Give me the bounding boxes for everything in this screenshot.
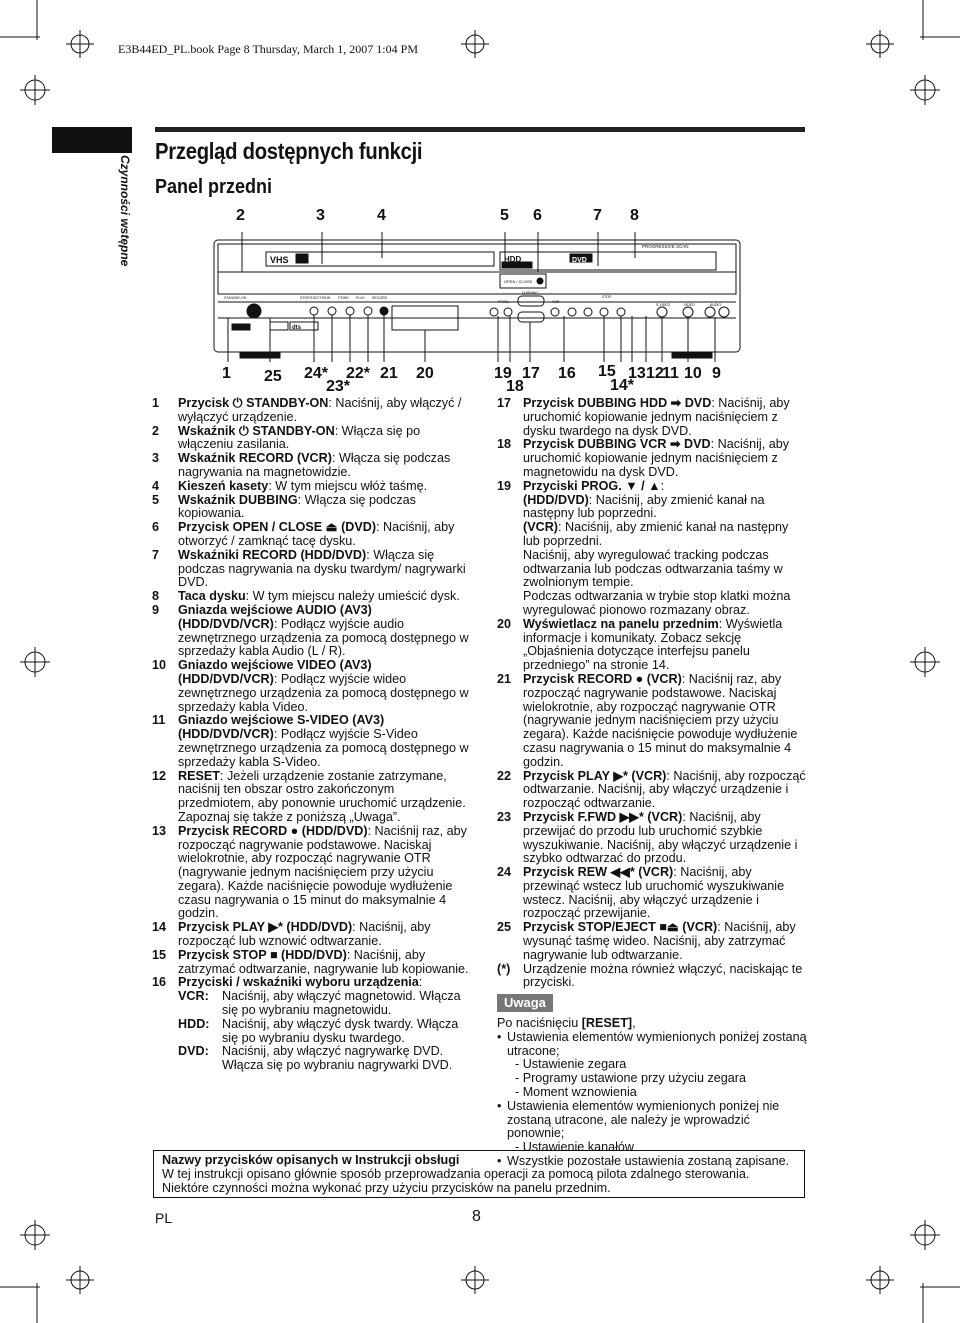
rew-label: REW (322, 296, 331, 300)
uwaga-lost-item: - Ustawienie zegara (515, 1057, 627, 1072)
page-title: Przegląd dostępnych funkcji (155, 138, 423, 164)
list-item (152, 921, 472, 949)
prog-detail (523, 494, 807, 522)
item-number: 23 (497, 809, 512, 824)
callout-6: 6 (533, 207, 542, 224)
item-title: Przycisk DUBBING VCR ➡ DVD (523, 437, 711, 452)
prog-text: Podczas odtwarzania w trybie stop klatki można wyregulować pionowo rozmazany obraz. (523, 589, 791, 617)
record-label: RECORD (372, 296, 388, 300)
info-box-line-2: Niektóre czynności można wykonać przy użyciu przycisków na panelu przednim. (162, 1181, 611, 1195)
item-title: Przycisk REW ◀◀* (VCR) (523, 865, 674, 880)
callout-24: 24* (304, 365, 329, 382)
item-title: Przyciski / wskaźniki wyboru urządzenia (178, 975, 419, 990)
callout-5: 5 (500, 207, 509, 224)
list-item (152, 949, 472, 977)
device-selector-row (178, 1018, 472, 1046)
item-number: 20 (497, 616, 512, 631)
item-number: 6 (152, 520, 160, 535)
item-text: : W tym miejscu włóż taśmę. (268, 478, 428, 493)
list-item (152, 590, 472, 604)
item-text: : Jeżeli urządzenie zostanie zatrzymane, naciśnij ten obszar ostro zakończonym przedmiotem, aby ponownie uruchomić urządzenie. Zapoznaj się także z poniższą „Uwaga”. (178, 768, 466, 824)
item-number: 9 (152, 602, 160, 617)
list-item (497, 866, 807, 921)
list-item (152, 425, 472, 453)
item-title: Kieszeń kasety (178, 478, 269, 493)
item-title: Gniazdo wejściowe S-VIDEO (AV3) (HDD/DVD/VCR) (178, 713, 385, 742)
audio-label: AUDIO (710, 303, 722, 307)
prog-mode: (HDD/DVD) (523, 492, 589, 507)
star-mark: (*) (497, 961, 511, 976)
item-title: Wskaźnik DUBBING (178, 492, 298, 507)
callout-9: 9 (712, 365, 721, 382)
list-item (152, 714, 472, 769)
list-item (497, 480, 807, 618)
item-title: Przycisk F.FWD ▶▶* (VCR) (523, 809, 683, 824)
prog-detail (523, 521, 807, 549)
device-desc: Naciśnij, aby włączyć dysk twardy. Włącza się po wybraniu dysku twardego. (222, 1016, 459, 1045)
chapter-label: Czynności wstępne (118, 155, 132, 267)
prog-detail (523, 549, 807, 590)
callout-18: 18 (506, 378, 524, 395)
item-number: 8 (152, 589, 160, 604)
list-item (497, 811, 807, 866)
device-key: HDD: (178, 1016, 210, 1031)
callout-11: 11 (662, 365, 679, 382)
item-text: : Naciśnij, aby rozpocząć lub wznowić odtwarzanie. (178, 920, 431, 949)
item-title: Wskaźnik ⏻ STANDBY-ON (178, 423, 335, 438)
uwaga-lost-item: - Moment wznowienia (515, 1085, 637, 1100)
item-number: 14 (152, 920, 167, 935)
item-number: 13 (152, 823, 167, 838)
item-text: : Naciśnij, aby uruchomić kopiowanie jednym naciśnięciem z dysku twardego na dysk DVD. (523, 396, 790, 438)
item-title: Wyświetlacz na panelu przednim (523, 616, 719, 631)
callout-10: 10 (684, 365, 702, 382)
list-item (152, 659, 472, 714)
item-text: : Naciśnij, aby włączyć / wyłączyć urządzenie. (178, 396, 462, 424)
page-number: 8 (472, 1208, 481, 1225)
item-title: Przycisk OPEN / CLOSE ⏏ (DVD) (178, 520, 377, 535)
item-text: : W tym miejscu należy umieścić dysk. (245, 589, 460, 604)
uwaga-intro-pre: Po naciśnięciu (497, 1016, 582, 1031)
list-item (497, 770, 807, 811)
device-selector-row (178, 990, 472, 1018)
item-text: : Naciśnij raz, aby rozpocząć nagrywanie podstawowe. Naciskaj wielokrotnie, aby rozpocząć nagrywanie OTR (nagrywanie jednym naciśnięciem przy użyciu zegara). Każde naciśnięcie powoduje wydłużenie czasu nagrywania o 15 minut do maksymalnie 4 godzin. (178, 823, 467, 921)
star-text: Urządzenie można również włączyć, naciskając te przyciski. (523, 961, 803, 990)
item-text: : Naciśnij, aby otworzyć / zamknąć tacę dysku. (178, 520, 455, 548)
item-title: Przycisk STOP ■ (HDD/DVD) (178, 947, 347, 962)
callout-20: 20 (416, 365, 434, 382)
item-title: RESET (178, 768, 220, 783)
item-title: Gniazda wejściowe AUDIO (AV3) (HDD/DVD/VCR) (178, 602, 372, 631)
list-item (152, 825, 472, 922)
item-text: : Włącza się podczas nagrywania na dysku twardym/ nagrywarki DVD. (178, 547, 466, 590)
svideo-label: S-VIDEO (656, 303, 671, 307)
item-title: Wskaźniki RECORD (HDD/DVD) (178, 547, 367, 562)
item-number: 19 (497, 478, 512, 493)
device-desc: Naciśnij, aby włączyć magnetowid. Włącza się po wybraniu magnetowidu. (222, 989, 461, 1018)
list-item (152, 397, 472, 425)
info-box-line-1: W tej instrukcji opisano głównie sposób przeprowadzania operacji za pomocą pilota zdalnego sterowania. (162, 1167, 750, 1181)
open-close-label: OPEN / CLOSE (504, 279, 533, 284)
stop-eject-label: STOP/EJECT (300, 296, 322, 300)
item-title: Przycisk ⏻ STANDBY-ON (178, 396, 329, 410)
item-text: : Włącza się podczas kopiowania. (178, 492, 416, 521)
list-item (152, 480, 472, 494)
item-text: : (418, 975, 423, 990)
item-number: 24 (497, 865, 512, 880)
callout-4: 4 (377, 207, 386, 224)
list-item (152, 976, 472, 1073)
callout-14: 14* (610, 377, 635, 394)
item-title: Przycisk RECORD ● (HDD/DVD) (178, 823, 368, 838)
right-column (497, 397, 807, 1169)
list-item (497, 438, 807, 479)
item-number: 15 (152, 947, 167, 962)
item-text: : Podłącz wyjście wideo zewnętrznego urządzenia za pomocą dostępnego w sprzedaży kabla Video. (178, 671, 469, 714)
item-text: : Naciśnij raz, aby rozpocząć nagrywanie podstawowe. Naciskaj wielokrotnie, aby rozpocząć nagrywanie OTR (nagrywanie jednym naciśnięciem przy użyciu zegara). Każde naciśnięcie powoduje wydłużenie czasu nagrywania o 15 minut do maksymalnie 4 godzin. (523, 671, 798, 769)
vcr-label: VCR (552, 300, 560, 304)
item-number: 2 (152, 423, 160, 438)
uwaga-bullet-2: • Ustawienia elementów wymienionych poniżej nie zostaną utracone, ale należy je wprowadzić ponownie; (497, 1100, 807, 1141)
item-title: Wskaźnik RECORD (VCR) (178, 451, 332, 466)
list-item (497, 673, 807, 770)
item-text: : Naciśnij, aby wysunąć taśmę wideo. Naciśnij, aby zatrzymać nagrywanie lub odtwarzanie. (523, 920, 796, 962)
callout-23: 23* (326, 378, 351, 395)
title-rule (155, 127, 805, 132)
callout-22: 22* (346, 365, 371, 382)
section-title: Panel przedni (155, 176, 273, 198)
uwaga-bullet-3: • Wszystkie pozostałe ustawienia zostaną zapisane. (497, 1155, 807, 1169)
item-text: : Włącza się podczas nagrywania na magnetowidzie. (178, 451, 451, 479)
callout-7: 7 (593, 207, 602, 224)
uwaga-bullet-1: • Ustawienia elementów wymienionych poniżej zostaną utracone; (497, 1031, 807, 1059)
callout-19: 19 (494, 365, 512, 382)
prog-text: : Naciśnij, aby zmienić kanał na następny lub poprzedni. (523, 492, 765, 521)
item-text: : (660, 478, 665, 493)
item-title: Przycisk DUBBING HDD ➡ DVD (523, 396, 712, 410)
item-title: Przyciski PROG. ▼ / ▲ (523, 478, 661, 493)
device-key: DVD: (178, 1044, 209, 1059)
callout-17: 17 (522, 365, 540, 382)
item-text: : Podłącz wyjście S-Video zewnętrznego urządzenia za pomocą dostępnego w sprzedaży kabla S-Video. (178, 727, 469, 769)
item-number: 5 (152, 492, 160, 507)
device-desc: Naciśnij, aby włączyć nagrywarkę DVD. Włącza się po wybraniu nagrywarki DVD. (222, 1044, 453, 1073)
item-number: 12 (152, 768, 167, 783)
star-note (497, 963, 807, 991)
chapter-tab (52, 127, 132, 153)
dts-logo: dts (292, 325, 301, 331)
list-item (152, 549, 472, 590)
list-item (497, 921, 807, 962)
prog-text: : Naciśnij, aby zmienić kanał na następny lub poprzedni. (523, 520, 789, 548)
item-number: 18 (497, 437, 512, 452)
item-text: : Naciśnij, aby rozpocząć odtwarzanie. Naciśnij, aby włączyć urządzenie i rozpocząć odtwarzanie. (523, 768, 806, 811)
device-key: VCR: (178, 989, 209, 1004)
front-panel-diagram (210, 232, 750, 362)
list-item (152, 494, 472, 522)
footer-language: PL (155, 1210, 173, 1226)
list-item (497, 397, 807, 438)
item-number: 22 (497, 768, 512, 783)
uwaga-intro-reset: [RESET] (581, 1016, 633, 1031)
left-column (152, 397, 472, 1073)
prog-label: PROG. (498, 300, 510, 304)
callout-15: 15 (598, 363, 616, 380)
vhs-logo: VHS (270, 255, 289, 265)
callout-21: 21 (380, 365, 398, 382)
item-text: : Włącza się po włączeniu zasilania. (178, 423, 421, 452)
item-text: : Wyświetla informacje i komunikaty. Zobacz sekcję „Objaśnienia dotyczące interfejsu panelu przedniego” na stronie 14. (523, 616, 783, 673)
item-title: Taca dysku (178, 589, 246, 604)
callout-16: 16 (558, 365, 576, 382)
callout-12: 12 (646, 365, 664, 382)
item-number: 25 (497, 920, 512, 935)
item-text: : Naciśnij, aby przewinąć wstecz lub uruchomić wyszukiwanie wstecz. Naciśnij, aby włączyć urządzenie i rozpocząć przewijanie. (523, 865, 785, 921)
standby-label: STANDBY-ON (224, 296, 247, 300)
item-text: : Podłącz wyjście audio zewnętrznego urządzenia za pomocą dostępnego w sprzedaży kabla Audio (L / R). (178, 616, 469, 659)
list-item (152, 604, 472, 659)
item-number: 1 (152, 396, 160, 410)
item-text: : Naciśnij, aby uruchomić kopiowanie jednym naciśnięciem z magnetowidu na dysk DVD. (523, 437, 790, 479)
item-number: 11 (152, 713, 166, 728)
ffwd-label: F.FWD (338, 296, 349, 300)
item-number: 17 (497, 396, 512, 410)
item-title: Przycisk PLAY ▶* (HDD/DVD) (178, 920, 353, 935)
uwaga-lost-item: - Programy ustawione przy użyciu zegara (515, 1071, 746, 1086)
callout-3: 3 (316, 207, 325, 224)
callout-2: 2 (236, 207, 245, 224)
video-label: VIDEO (684, 303, 695, 307)
play-label: PLAY (356, 296, 365, 300)
info-box (153, 1150, 805, 1198)
item-title: Przycisk STOP/EJECT ■⏏ (VCR) (523, 920, 718, 935)
item-text: : Naciśnij, aby przewijać do przodu lub uruchomić szybkie wyszukiwanie. Naciśnij, aby włączyć urządzenie i szybko odtwarzać do przodu. (523, 809, 798, 866)
item-title: Przycisk PLAY ▶* (VCR) (523, 768, 667, 783)
item-number: 16 (152, 975, 167, 990)
uwaga-intro (497, 1017, 807, 1031)
item-number: 4 (152, 478, 160, 493)
callout-25: 25 (264, 368, 282, 385)
list-item (152, 521, 472, 549)
stop-label: STOP (602, 295, 612, 299)
item-title: Przycisk RECORD ● (VCR) (523, 671, 682, 686)
item-number: 7 (152, 547, 160, 562)
dubbing-label: DUBBING (522, 291, 538, 295)
item-text: : Naciśnij, aby zatrzymać odtwarzanie, nagrywanie lub kopiowanie. (178, 947, 469, 976)
list-item (497, 618, 807, 673)
item-number: 3 (152, 451, 160, 466)
file-header: E3B44ED_PL.book Page 8 Thursday, March 1, 2007 1:04 PM (118, 42, 418, 56)
item-number: 21 (497, 671, 512, 686)
info-box-title: Nazwy przycisków opisanych w Instrukcji obsługi (162, 1153, 460, 1167)
item-number: 10 (152, 658, 167, 673)
prog-detail (523, 590, 807, 618)
uwaga-tag: Uwaga (497, 994, 553, 1012)
prog-text: Naciśnij, aby wyregulować tracking podczas odtwarzania lub podczas odtwarzania taśmy w zwolnionym tempie. (523, 547, 783, 590)
progressive-scan-label: PROGRESSIVE SCAN (642, 244, 689, 249)
dvd-logo: DVD (572, 257, 587, 264)
item-title: Gniazdo wejściowe VIDEO (AV3) (HDD/DVD/VCR) (178, 658, 372, 686)
device-selector-row (178, 1045, 472, 1073)
list-item (152, 452, 472, 480)
callout-8: 8 (630, 207, 639, 224)
uwaga-intro-post: , (632, 1016, 636, 1031)
callout-13: 13 (628, 365, 646, 382)
prog-mode: (VCR) (523, 520, 558, 535)
callout-1: 1 (222, 365, 231, 382)
uwaga-reenter-item: - Ustawienie kanałów (515, 1140, 634, 1155)
list-item (152, 770, 472, 825)
hdd-logo: HDD (504, 255, 522, 264)
